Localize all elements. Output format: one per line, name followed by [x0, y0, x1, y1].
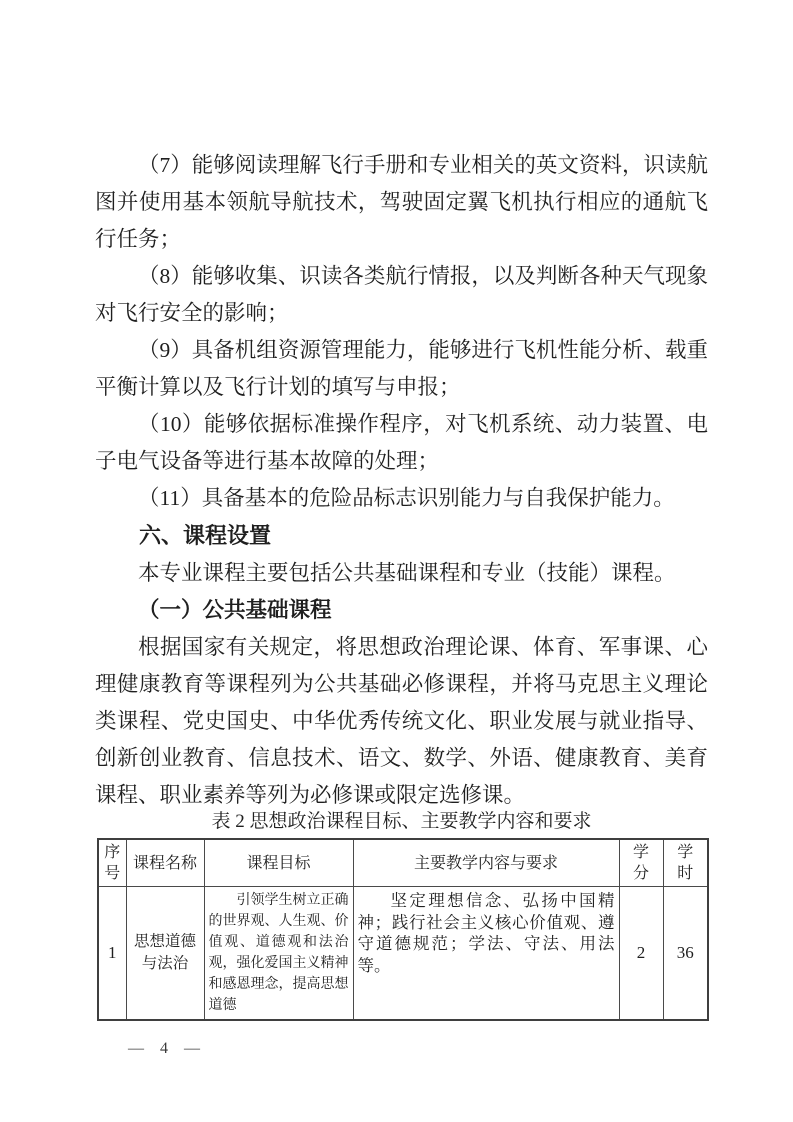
table-caption: 表 2 思想政治课程目标、主要教学内容和要求: [211, 811, 592, 832]
paragraph-item-10: （10）能够依据标准操作程序，对飞机系统、动力装置、电子电气设备等进行基本故障的处理；: [95, 412, 708, 473]
row-cell-hours: 36: [663, 887, 708, 1021]
subsection-heading-public-basic-courses: （一）公共基础课程: [138, 598, 332, 622]
header-cell-content: [353, 839, 619, 887]
table-header-row: [98, 839, 708, 887]
page-number-footer: — 4 —: [128, 1040, 201, 1057]
table-row: [98, 887, 708, 1021]
row-cell-objective: [204, 887, 353, 1021]
paragraph-item-7: （7）能够阅读理解飞行手册和专业相关的英文资料，识读航图并使用基本领航导航技术，驾驶固定翼飞机执行相应的通航飞行任务；: [95, 153, 708, 251]
paragraph-item-11: （11）具备基本的危险品标志识别能力与自我保护能力。: [138, 486, 675, 510]
header-cell-course-name: [126, 839, 204, 887]
section-heading-course-setup: 六、课程设置: [139, 523, 272, 548]
row-cell-no: 1: [98, 887, 126, 1021]
header-label-content: 主要教学内容与要求: [413, 854, 558, 872]
header-label-objective: 课程目标: [246, 854, 311, 872]
content-text: 坚定理想信念、弘扬中国精神；践行社会主义核心价值观、遵守道德规范；学法、守法、用法等。: [357, 891, 615, 975]
header-label-hours: 学时: [677, 844, 694, 882]
header-label-no: 序号: [104, 844, 121, 882]
row-cell-content: [353, 887, 619, 1021]
header-label-credits: 学分: [632, 844, 649, 882]
row-cell-credits: 2: [619, 887, 663, 1021]
document-body: [95, 147, 708, 814]
header-cell-credits: [619, 839, 663, 887]
header-cell-no: [98, 839, 126, 887]
objective-text: 引领学生树立正确的世界观、人生观、价值观、道德观和法治观，强化爱国主义精神和感恩理念，提高思想道德: [208, 893, 349, 1013]
course-table: [97, 838, 709, 1021]
paragraph-item-9: （9）具备机组资源管理能力，能够进行飞机性能分析、载重平衡计算以及飞行计划的填写与申报；: [95, 338, 708, 399]
table-section: [95, 809, 708, 1021]
header-cell-hours: [663, 839, 708, 887]
subsection-paragraph: 根据国家有关规定，将思想政治理论课、体育、军事课、心理健康教育等课程列为公共基础必修课程，并将马克思主义理论类课程、党史国史、中华优秀传统文化、职业发展与就业指导、创新创业教育、信息技术、语文、数学、外语、健康教育、美育课程、职业素养等列为必修课或限定选修课。: [95, 635, 708, 807]
row-cell-course-name: 思想道德与法治: [126, 887, 204, 1021]
header-label-course-name: 课程名称: [132, 854, 197, 872]
paragraph-item-8: （8）能够收集、识读各类航行情报，以及判断各种天气现象对飞行安全的影响；: [95, 264, 708, 325]
section-intro: 本专业课程主要包括公共基础课程和专业（技能）课程。: [138, 561, 676, 585]
header-cell-objective: [204, 839, 353, 887]
